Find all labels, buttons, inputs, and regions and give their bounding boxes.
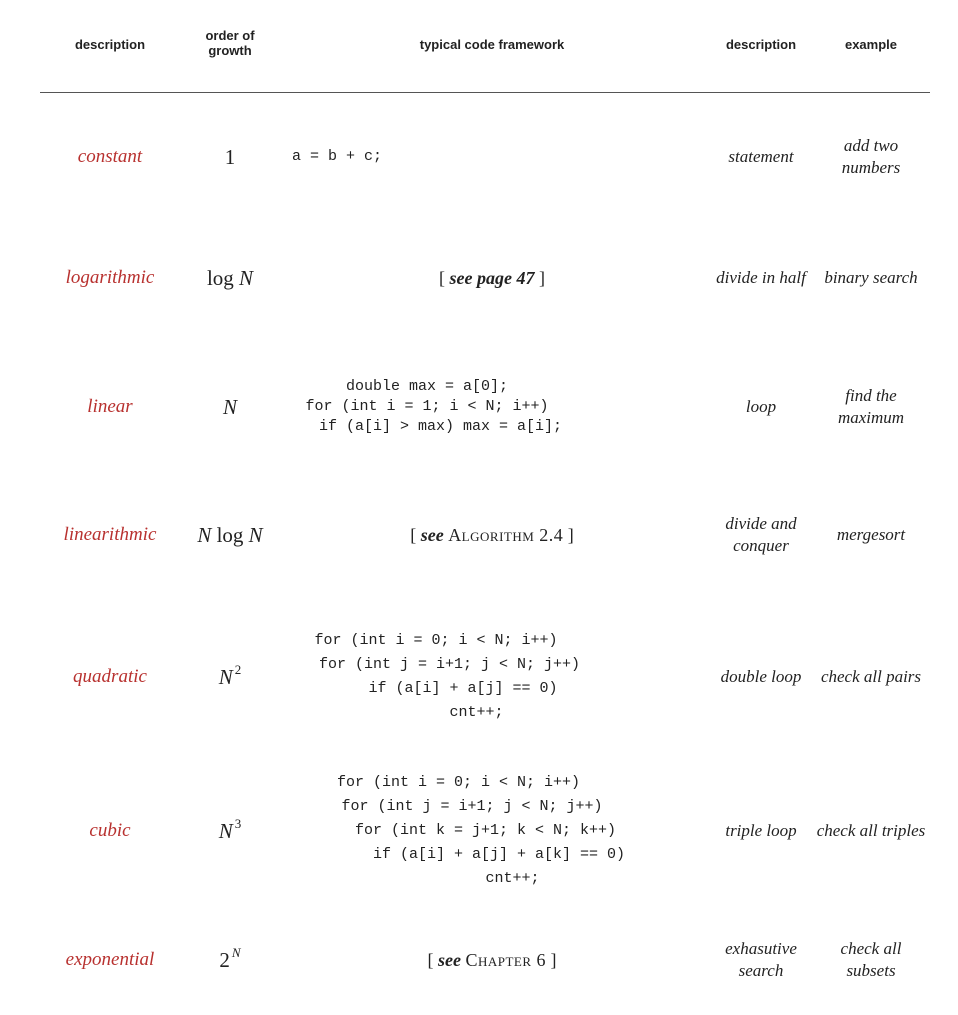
order-of-growth: N $^3$: [218, 815, 242, 843]
code-block: a = b + c;: [292, 148, 383, 165]
reference-text: [ see Algorithm 2.4 ]: [410, 524, 574, 545]
example: add two numbers: [841, 136, 901, 177]
table-row: [0, 930, 958, 990]
table-row: [0, 127, 958, 187]
example: find the maximum: [837, 386, 905, 427]
example: check all pairs: [820, 667, 922, 686]
table-row: [0, 505, 958, 565]
growth-name: constant: [77, 146, 143, 167]
growth-name: linear: [87, 396, 133, 417]
growth-name: logarithmic: [65, 267, 155, 288]
description: exhasutive search: [725, 939, 797, 980]
order-of-growth: N: [222, 394, 237, 419]
description: triple loop: [725, 821, 797, 840]
reference-text: [ see Chapter 6 ]: [427, 949, 557, 970]
growth-name: quadratic: [73, 666, 147, 687]
reference-text: [ see page 47 ]: [439, 267, 545, 288]
order-of-growth: 1: [224, 144, 236, 169]
growth-name: linearithmic: [63, 524, 157, 545]
example: check all subsets: [840, 939, 902, 980]
code-block: for (int i = 0; i < N; i++) for (int j = i+1; j < N; j++) for (int k = j+1; k < N; k++) if (a[i] + a[j] + a[k] == 0) cnt++;: [337, 774, 626, 887]
example: mergesort: [836, 525, 906, 544]
description: double loop: [720, 667, 802, 686]
example: check all triples: [816, 821, 926, 840]
header-example: example: [844, 37, 898, 52]
order-of-growth: N log N: [197, 522, 263, 547]
example: binary search: [824, 268, 918, 287]
header-description2: description: [725, 37, 797, 52]
table-row: [0, 248, 958, 308]
header-description: description: [74, 37, 146, 52]
description: divide and conquer: [725, 514, 797, 555]
order-of-growth: 2 $^N$: [219, 944, 241, 972]
table-row: [0, 622, 958, 732]
header-code-framework: typical code framework: [419, 37, 565, 52]
order-of-growth: N $^2$: [218, 661, 242, 689]
code-block: double max = a[0]; for (int i = 1; i < N; i++) if (a[i] > max) max = a[i];: [305, 378, 563, 435]
header-order-of-growth: order of growth: [205, 28, 255, 58]
description: divide in half: [716, 268, 806, 287]
description: loop: [745, 397, 777, 416]
growth-name: exponential: [65, 949, 155, 970]
table-row: [0, 765, 958, 897]
code-block: for (int i = 0; i < N; i++) for (int j = i+1; j < N; j++) if (a[i] + a[j] == 0) cnt++;: [314, 632, 581, 721]
order-of-growth: log N: [206, 265, 254, 290]
growth-name: cubic: [89, 820, 131, 841]
header-rule: [40, 92, 930, 93]
table-row: [0, 369, 958, 445]
description: statement: [728, 147, 794, 166]
